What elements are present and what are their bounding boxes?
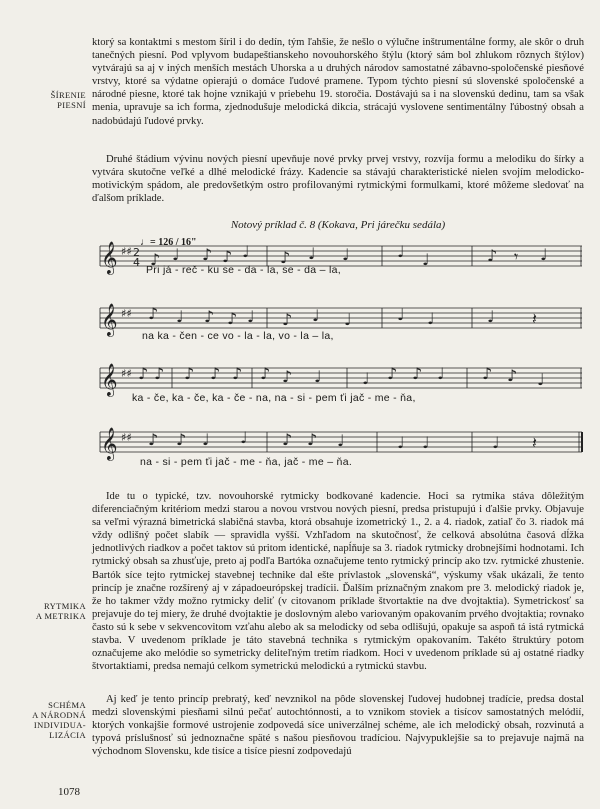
- svg-text:♪: ♪: [210, 364, 221, 383]
- svg-text:♩: ♩: [437, 364, 445, 383]
- treble-clef-icon: 𝄞: [101, 363, 118, 396]
- svg-text:♪: ♪: [387, 364, 398, 383]
- margin-note-line: LIZÁCIA: [49, 730, 86, 740]
- svg-text:♪: ♪: [282, 430, 293, 449]
- sharp-icon: ♯♯: [121, 245, 132, 258]
- margin-note-schema: [18, 700, 86, 740]
- svg-text:♩: ♩: [540, 245, 548, 264]
- margin-note-line: INDIVIDUA-: [33, 720, 86, 730]
- svg-text:♩: ♩: [247, 307, 255, 326]
- svg-text:♩: ♩: [397, 433, 405, 452]
- page-number: 1078: [58, 786, 80, 798]
- svg-text:♪: ♪: [282, 310, 293, 329]
- treble-clef-icon: 𝄞: [101, 241, 118, 274]
- time-signature: 2: [133, 246, 140, 259]
- svg-text:♪: ♪: [280, 248, 291, 267]
- lyric-line-3: ka - če, ka - če, ka - če - na, na - si - pem ťi jač - me - ňa,: [132, 392, 416, 404]
- tempo-marking: ♩= 126 / 16": [140, 237, 197, 248]
- svg-text:♩: ♩: [344, 310, 352, 329]
- music-example-title: Notový príklad č. 8 (Kokava, Pri járečku sedála): [230, 219, 446, 231]
- paragraph-4: Aj keď je tento princíp prebratý, keď nevznikol na pôde slovenskej ľudovej hudobnej tradície, predsa dostal medzi slovenskými piesňami silnú pečať autochtónnosti, a to vznikom stoviek a tisícov samostatných melódií, ktorých vonkajšie formové ustrojenie zodpovedá síce univerzálnej schéme, ale ich melodický obsah, rozvinutá a typová príslušnosť sú jednoznačne späté s našou piesňovou tradíciou. Najvypuklejšie sa to prejavuje najmä na východnom Slovensku, kde tisíce a tisíce piesní zodpovedajú: [92, 694, 584, 758]
- svg-text:♪: ♪: [412, 364, 423, 383]
- staff-svg: [92, 300, 584, 350]
- svg-text:♩: ♩: [537, 370, 545, 389]
- svg-text:♩: ♩: [202, 430, 210, 449]
- margin-note-line: A NÁRODNÁ: [32, 710, 86, 720]
- svg-text:♩: ♩: [342, 245, 350, 264]
- svg-text:♩: ♩: [314, 367, 322, 386]
- music-staff-system-4: [92, 424, 584, 496]
- lyric-line-1: Pri já - reč - ku se - da - la, se - da – la,: [146, 264, 341, 276]
- lyric-line-4: na - si - pem ťi jač - me - ňa, jač - me – ňa.: [140, 456, 353, 468]
- svg-text:♪: ♪: [282, 367, 293, 386]
- margin-note-line: PIESNÍ: [57, 100, 86, 110]
- svg-text:♩: ♩: [487, 307, 495, 326]
- sharp-icon: ♯♯: [121, 367, 132, 380]
- margin-note-rytmika: [18, 601, 86, 621]
- svg-text:♩: ♩: [397, 242, 405, 261]
- margin-note-line: SCHÉMA: [48, 700, 86, 710]
- svg-text:♪: ♪: [138, 364, 149, 383]
- svg-text:♩: ♩: [492, 433, 500, 452]
- svg-text:♩: ♩: [422, 433, 430, 452]
- svg-text:♩: ♩: [312, 306, 320, 325]
- margin-note-line: RYTMIKA: [44, 601, 86, 611]
- svg-text:♪: ♪: [148, 304, 159, 323]
- sharp-icon: ♯♯: [121, 431, 132, 444]
- svg-text:♪: ♪: [184, 364, 195, 383]
- svg-text:♩: ♩: [172, 245, 180, 264]
- paragraph-3: Ide tu o typické, tzv. novouhorské rytmicky bodkované kadencie. Hoci sa rytmika stáva dôležitým diferenciačným kritériom medzi starou a novou vrstvou nových piesní, predsa pristupujú i ďalšie prvky. Objavuje sa veľmi výrazná bimetrická slabičná stavba, ktorá obsahuje izometrický 1., 2. a 4. riadok, zatiaľ čo 3. riadok má vždy odlišný počet slabík — spravidla vyšší. Vzhľadom na skutočnosť, že celková absolútna časová dĺžka jednotlivých riadkov a počet taktov sú pritom identické, napĺňuje sa 3. riadok rytmicky drobnejšími hodnotami. Ich rytmický obsah sa zhusťuje, preto aj podľa Bartóka označujeme tento rytmický princíp ako tzv. rytmické zhustenie. Bartók síce tejto rytmickej stavebnej technike dal ešte prívlastok „slovenská“, výskumy však ukázali, že tento princíp je značne rozšírený aj v západoeurópskej tradícii. Ďalším príznačným znakom pre 3. melodický riadok je, že ho takmer vždy možno rytmicky deliť (v citovanom príklade štvortaktie na dve dvojtaktia). Symetrickosť sa prejavuje do tej miery, že druhé dvojtaktie je doslovným alebo variovaným opakovaním prvého dvojtaktia; rovnako často sú k sebe v sekvencovitom vzťahu alebo ak sa melodicky od seba odlišujú, opakuje sa aspoň tá istá rytmická stavba. V uvedenom príklade je táto stavebná technika s rytmickým opakovaním. Takéto štruktúry potom označujeme ako melódie so symetricky deliteľným tretím riadkom. Hoci v uvedenom príklade sú aj ostatné riadky štvortaktiami, predsa nemajú celkom symetrickú melodickú a rytmickú stavbu.: [92, 491, 584, 673]
- svg-text:♪: ♪: [487, 246, 498, 265]
- margin-note-line: ŠÍRENIE: [50, 90, 86, 100]
- svg-text:♪: ♪: [232, 364, 243, 383]
- svg-text:♩: ♩: [337, 431, 345, 450]
- svg-text:♪: ♪: [507, 366, 518, 385]
- svg-text:♪: ♪: [227, 309, 238, 328]
- svg-text:♪: ♪: [307, 430, 318, 449]
- margin-note-line: A METRIKA: [35, 611, 86, 621]
- svg-text:♪: ♪: [150, 250, 161, 269]
- svg-text:♪: ♪: [260, 364, 271, 383]
- treble-clef-icon: 𝄞: [101, 303, 118, 336]
- staff-svg: [92, 238, 584, 288]
- margin-note-sirenie: [18, 90, 86, 110]
- svg-text:♩: ♩: [422, 250, 430, 269]
- svg-text:♩: ♩: [242, 242, 250, 261]
- svg-text:♩: ♩: [427, 309, 435, 328]
- svg-text:𝄽: 𝄽: [532, 433, 537, 452]
- svg-text:♩: ♩: [308, 244, 316, 263]
- svg-text:♩: ♩: [397, 305, 405, 324]
- svg-text:♪: ♪: [204, 307, 215, 326]
- svg-text:♪: ♪: [148, 430, 159, 449]
- svg-text:♪: ♪: [154, 364, 165, 383]
- svg-text:𝄾: 𝄾: [514, 247, 519, 266]
- time-signature: 4: [133, 256, 140, 269]
- svg-text:♪: ♪: [202, 245, 213, 264]
- svg-text:♪: ♪: [482, 364, 493, 383]
- svg-text:♪: ♪: [176, 430, 187, 449]
- svg-text:♩: ♩: [362, 369, 370, 388]
- svg-text:♩: ♩: [240, 428, 248, 447]
- svg-text:♪: ♪: [222, 247, 233, 266]
- music-staff-system-3: [92, 360, 584, 432]
- paragraph-1: ktorý sa kontaktmi s mestom šíril i do dedín, tým ľahšie, že nešlo o výlučne inštrumentálne formy, ale skôr o druh tanečných piesní. Pod vplyvom budapeštianskeho novouhorského štýlu (ktorý sám bol zhlukom rôznych štýlov) vytvárajú sa aj v iných menších mestách Uhorska a u druhých národov samostatné zábavno-spoločenské piesňové vrstvy, ktoré sa výdatne opierajú o domáce ľudové pramene. Typom týchto piesní sú slovenské spoločenské a národné piesne, ktoré tak hojne vznikajú v priebehu 19. storočia. Dostávajú sa i na slovenskú dedinu, tam sa však menia, upravuje sa ich forma, zjednodušuje melodická dikcia, strácajú vyslovene sentimentálny ľúbostný obsah a nadobúdajú ľudové prvky.: [92, 37, 584, 127]
- svg-text:𝄽: 𝄽: [532, 309, 537, 328]
- paragraph-2: Druhé štádium vývinu nových piesní upevňuje nové prvky prvej vrstvy, rozvíja formu a melodiku do šírky a vytvára skutočne veľké a dlhé melodické frázy. Kadencie sa stávajú charakteristické nielen svojím melodicko-motivickým spádom, ale predovšetkým ostro profilovanými rytmickými formulkami, ktoré môžeme sledovať na ďalšom príklade.: [92, 154, 584, 205]
- sharp-icon: ♯♯: [121, 307, 132, 320]
- treble-clef-icon: 𝄞: [101, 427, 118, 460]
- lyric-line-2: na ka - čen - ce vo - la - la, vo - la – la,: [142, 330, 334, 342]
- svg-text:♩: ♩: [176, 307, 184, 326]
